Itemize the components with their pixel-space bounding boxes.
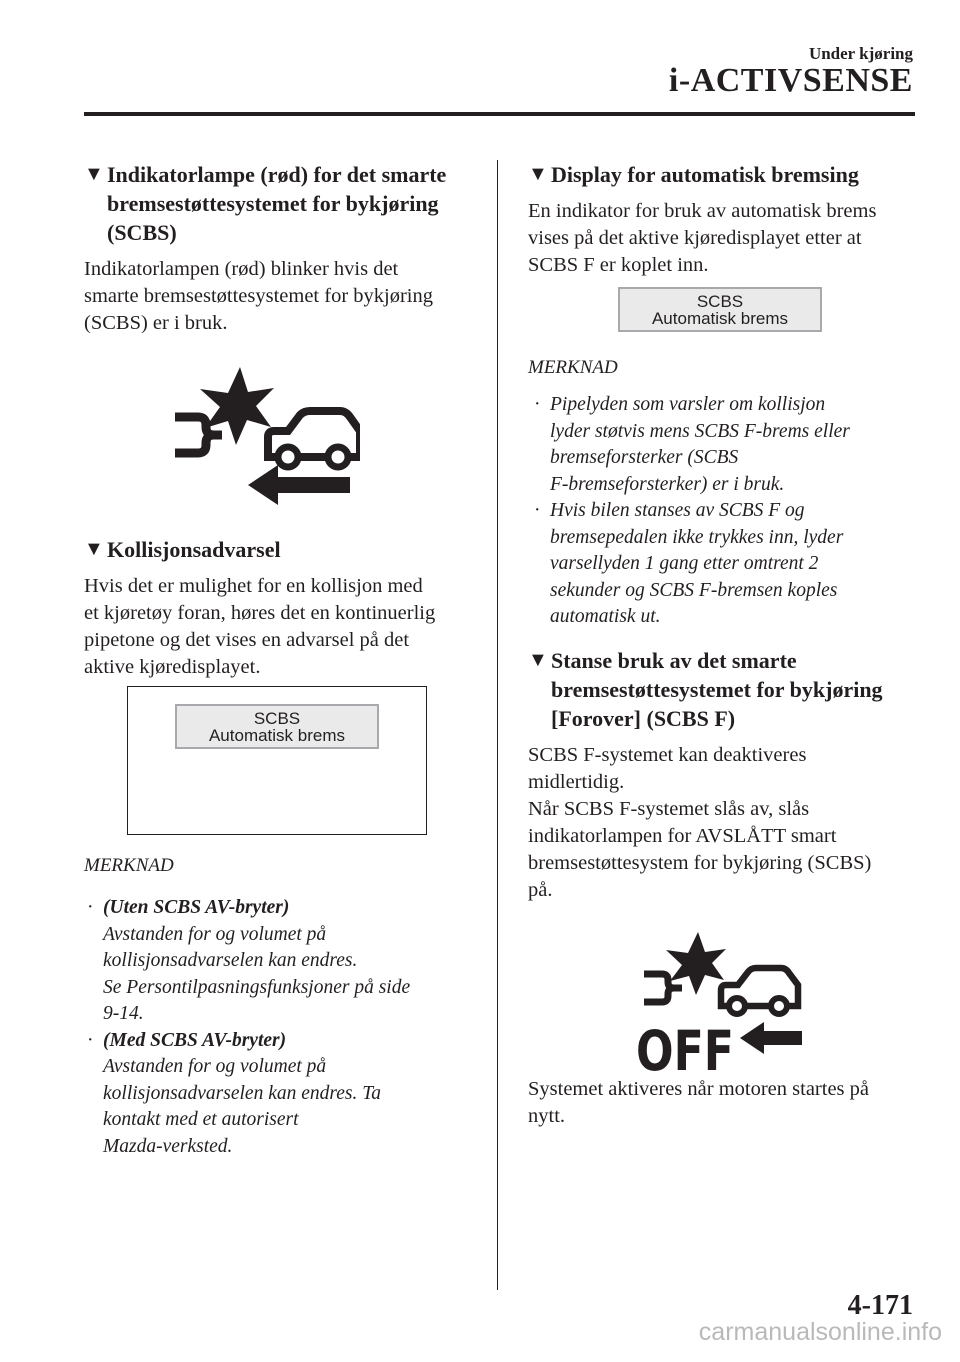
note-block	[84, 852, 484, 1160]
section-title: Under kjøring	[808, 44, 913, 63]
section-collision-warning	[84, 535, 484, 681]
scbs-display-message: SCBS Automatisk brems	[618, 287, 822, 332]
note-item: · (Uten SCBS AV-bryter) Avstanden for og volumet på kollisjonsadvarselen kan endres. Se Persontilpasningsfunksjoner på side 9-14.	[87, 897, 411, 1024]
note-item: · (Med SCBS AV-bryter) Avstanden for og volumet på kollisjonsadvarselen kan endres. Ta kontakt med et autorisert Mazda-verksted.	[87, 1029, 382, 1157]
watermark: carmanualsonline.info	[698, 1318, 942, 1346]
section-heading: ▼ Display for automatisk bremsing	[528, 162, 859, 187]
section-body: SCBS F-systemet kan deaktiveres midlertidig. Når SCBS F-systemet slås av, slås indikatorlampen for AVSLÅTT smart bremsestøttesystem for bykjøring (SCBS) på.	[528, 744, 872, 901]
off-label: OFF	[636, 1019, 734, 1072]
chapter-title: i-ACTIVSENSE	[668, 62, 913, 99]
note-item: · Hvis bilen stanses av SCBS F og bremsepedalen ikke trykkes inn, lyder varsellyden 1 gang etter omtrent 2 sekunder og SCBS F-bremsen koples automatisk ut.	[534, 500, 844, 627]
section-heading: ▼ Stanse bruk av det smarte bremsestøttesystemet for bykjøring [Forover] (SCBS F)	[528, 648, 883, 731]
note-title: MERKNAD	[528, 357, 618, 378]
note-title: MERKNAD	[84, 855, 174, 876]
scbs-off-icon	[636, 930, 806, 1072]
section-body: Hvis det er mulighet for en kollisjon med et kjøretøy foran, høres det en kontinuerlig pipetone og det vises en advarsel på det aktive kjøredisplayet.	[84, 575, 436, 678]
triangle-bullet-icon: ▼	[528, 163, 548, 185]
section-stop-scbs	[528, 646, 918, 904]
note-block	[528, 354, 918, 631]
triangle-bullet-icon: ▼	[528, 649, 548, 671]
column-divider	[497, 160, 498, 1290]
section-heading: ▼ Indikatorlampe (rød) for det smarte bremsestøttesystemet for bykjøring (SCBS)	[84, 162, 447, 245]
triangle-bullet-icon: ▼	[84, 163, 104, 185]
scbs-display-message: SCBS Automatisk brems	[175, 704, 379, 749]
section-scbs-indicator	[84, 160, 484, 337]
scbs-warning-icon	[170, 365, 360, 505]
note-item: · Pipelyden som varsler om kollisjon lyder støtvis mens SCBS F-brems eller bremseforsterker (SCBS F-bremseforsterker) er i bruk.	[534, 394, 850, 495]
triangle-bullet-icon: ▼	[84, 538, 104, 560]
section-footer-text: Systemet aktiveres når motoren startes på nytt.	[528, 1078, 869, 1127]
page-number: 4-171	[847, 1290, 913, 1321]
header-rule	[84, 112, 915, 116]
section-auto-brake-display	[528, 160, 918, 279]
section-body: En indikator for bruk av automatisk brems vises på det aktive kjøredisplayet etter at SCBS F er koplet inn.	[528, 200, 877, 276]
section-heading: ▼ Kollisjonsadvarsel	[84, 537, 281, 562]
section-body: Indikatorlampen (rød) blinker hvis det smarte bremsestøttesystemet for bykjøring (SCBS) er i bruk.	[84, 258, 433, 334]
